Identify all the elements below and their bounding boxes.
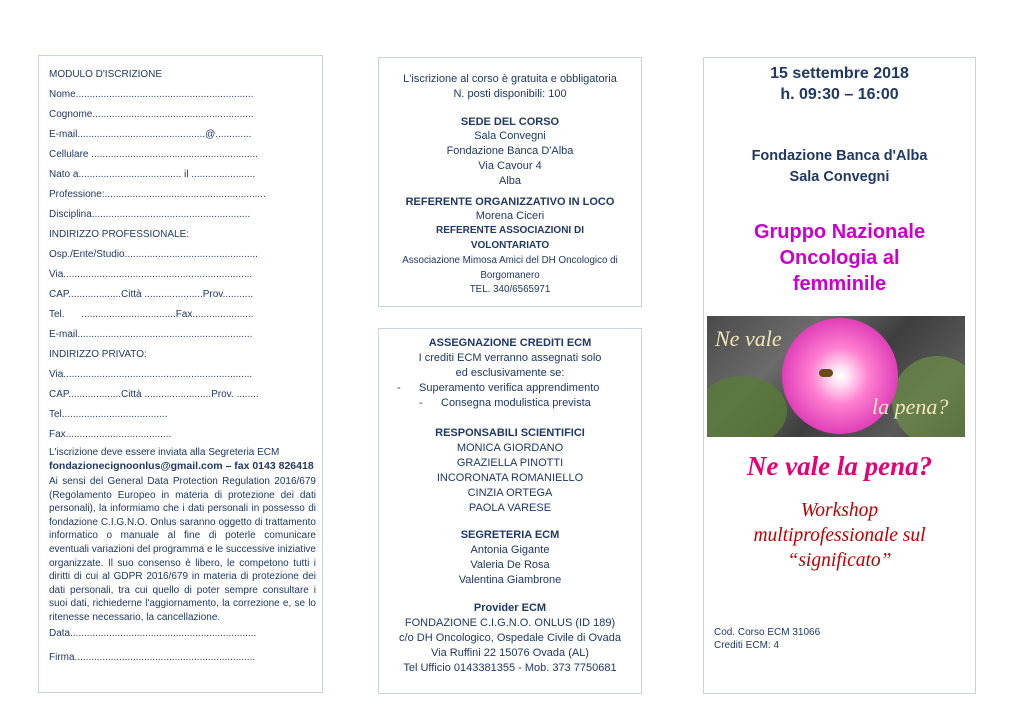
secretariat-1: Antonia Gigante — [470, 544, 550, 556]
venue-line-2: Fondazione Banca D'Alba — [446, 145, 574, 158]
workshop-subtitle-line-3: “significato” — [787, 550, 892, 571]
scientific-head-3: INCORONATA ROMANIELLO — [436, 472, 584, 484]
venue-line-4: Alba — [498, 174, 522, 187]
venue-heading: SEDE DEL CORSO — [460, 115, 560, 128]
bee-icon — [819, 369, 833, 377]
field-ospedale: Osp./Ente/Studio................................................ — [49, 249, 258, 260]
workshop-subtitle-line-1: Workshop — [800, 500, 879, 521]
section-private-address: INDIRIZZO PRIVATO: — [49, 349, 147, 360]
venue-room: Sala Convegni — [789, 169, 890, 185]
submission-contact: fondazionecignoonlus@gmail.com – fax 0143 826418 — [49, 460, 314, 472]
provider-address-1: c/o DH Oncologico, Ospedale Civile di Ovada — [399, 632, 621, 644]
venue-line-3: Via Cavour 4 — [478, 159, 542, 172]
field-firma: Firma................................................................. — [49, 651, 256, 663]
volunteer-referent-heading: REFERENTE ASSOCIAZIONI DI VOLONTARIATO — [436, 225, 584, 251]
privacy-notice: Ai sensi del General Data Protection Regulation 2016/679 (Regolamento Europeo in materia di protezione dei dati personali), la informiamo che i dati personali in possesso di fondazione C.I.G.N.O. Onlus saranno oggetto di trattamento informatico o manuale al fine di poterle comunicare eventuali variazioni del programma e le successive iniziative organizzate. Il suo consenso è libero, le competono tutti i diritti di cui al GDPR 2016/679 in materia di protezione dei dati personali, tra cui quello di poter sempre consultare i suoi dati, richiederne l'aggiornamento, la correzione e, se lo ritenesse necessario, la cancellazione. — [49, 476, 316, 623]
workshop-title: Ne vale la pena? — [746, 451, 933, 481]
field-via-prof: Via.................................................................... — [49, 269, 253, 280]
leaf-shape — [707, 376, 787, 437]
scientific-head-1: MONICA GIORDANO — [456, 442, 564, 454]
scientific-head-2: GRAZIELLA PINOTTI — [456, 457, 564, 469]
ecm-credits-description: I crediti ECM verranno assegnati solo ed esclusivamente se: — [418, 352, 602, 379]
bullet-dash: - — [419, 397, 423, 409]
provider-address-2: Via Ruffini 22 15076 Ovada (AL) — [431, 647, 589, 659]
volunteer-association: Associazione Mimosa Amici del DH Oncologico di Borgomanero — [402, 254, 618, 281]
form-title: MODULO D'ISCRIZIONE — [49, 69, 163, 80]
secretariat-3: Valentina Giambrone — [458, 574, 562, 586]
field-tel-fax-prof: Tel. ..................................Fax...................... — [49, 309, 254, 320]
scientific-head-4: CINZIA ORTEGA — [467, 487, 553, 499]
cover-panel — [703, 57, 976, 694]
field-professione: Professione:.......................................................... — [49, 189, 266, 200]
event-time: h. 09:30 – 16:00 — [780, 86, 899, 103]
venue-line-1: Sala Convegni — [474, 130, 546, 143]
course-code-block — [714, 626, 820, 652]
ecm-requirement-2-text: Consegna modulistica prevista — [441, 397, 591, 409]
field-disciplina: Disciplina......................................................... — [49, 209, 251, 220]
registration-form-panel — [38, 55, 323, 693]
venue-name: Fondazione Banca d'Alba — [751, 148, 928, 164]
course-info-panel — [378, 57, 642, 307]
ecm-credits-heading: ASSEGNAZIONE CREDITI ECM — [428, 337, 592, 349]
field-data: Data................................................................... — [49, 627, 257, 639]
submission-notice: L'iscrizione deve essere inviata alla Segreteria ECM — [49, 447, 280, 458]
field-nome: Nome................................................................ — [49, 89, 254, 100]
organizer-name: Morena Ciceri — [475, 210, 545, 223]
field-via-priv: Via.................................................................... — [49, 369, 253, 380]
group-line-1: Gruppo Nazionale — [753, 221, 926, 243]
field-cap-priv: CAP...................Città ........................Prov. ........ — [49, 389, 259, 400]
ecm-requirement-1 — [379, 381, 641, 396]
secretariat-2: Valeria De Rosa — [470, 559, 550, 571]
ecm-credits: Crediti ECM: 4 — [714, 640, 780, 651]
course-code: Cod. Corso ECM 31066 — [714, 627, 821, 638]
workshop-subtitle-line-2: multiprofessionale sul — [753, 525, 926, 546]
ecm-requirement-2 — [379, 396, 641, 411]
workshop-subtitle — [704, 498, 975, 573]
bullet-dash: - — [397, 382, 401, 394]
section-professional-address: INDIRIZZO PROFESSIONALE: — [49, 229, 190, 240]
provider-heading: Provider ECM — [473, 602, 547, 614]
scientific-heads-heading: RESPONSABILI SCIENTIFICI — [435, 427, 585, 439]
field-cap-prof: CAP...................Città .....................Prov........... — [49, 289, 254, 300]
available-seats: N. posti disponibili: 100 — [453, 87, 567, 100]
field-nato: Nato a..................................... il ....................... — [49, 169, 256, 180]
organizer-heading: REFERENTE ORGANIZZATIVO IN LOCO — [405, 195, 615, 208]
ecm-panel — [378, 328, 642, 694]
field-cellulare: Cellulare ............................................................ — [49, 149, 258, 160]
field-tel-priv: Tel...................................... — [49, 409, 168, 420]
photo-caption-2: la pena? — [872, 394, 949, 419]
provider-phone: Tel Ufficio 0143381355 - Mob. 373 7750681 — [403, 662, 617, 674]
field-cognome: Cognome.......................................................... — [49, 109, 254, 120]
group-line-2: Oncologia al — [779, 247, 900, 269]
field-email: E-mail..............................................@............. — [49, 129, 252, 140]
group-line-3: femminile — [792, 273, 887, 295]
registration-free-text: L'iscrizione al corso è gratuita e obbligatoria — [403, 73, 617, 85]
flower-photo — [707, 316, 965, 437]
ecm-secretariat-heading: SEGRETERIA ECM — [460, 529, 560, 541]
event-date: 15 settembre 2018 — [770, 65, 909, 82]
scientific-head-5: PAOLA VARESE — [468, 502, 552, 514]
ecm-requirement-1-text: Superamento verifica apprendimento — [419, 382, 600, 394]
provider-name: FONDAZIONE C.I.G.N.O. ONLUS (ID 189) — [404, 617, 616, 629]
field-email-prof: E-mail............................................................... — [49, 329, 253, 340]
referent-phone: TEL. 340/6565971 — [469, 284, 551, 296]
photo-caption-1: Ne vale — [715, 326, 782, 351]
field-fax-priv: Fax...................................... — [49, 429, 172, 440]
